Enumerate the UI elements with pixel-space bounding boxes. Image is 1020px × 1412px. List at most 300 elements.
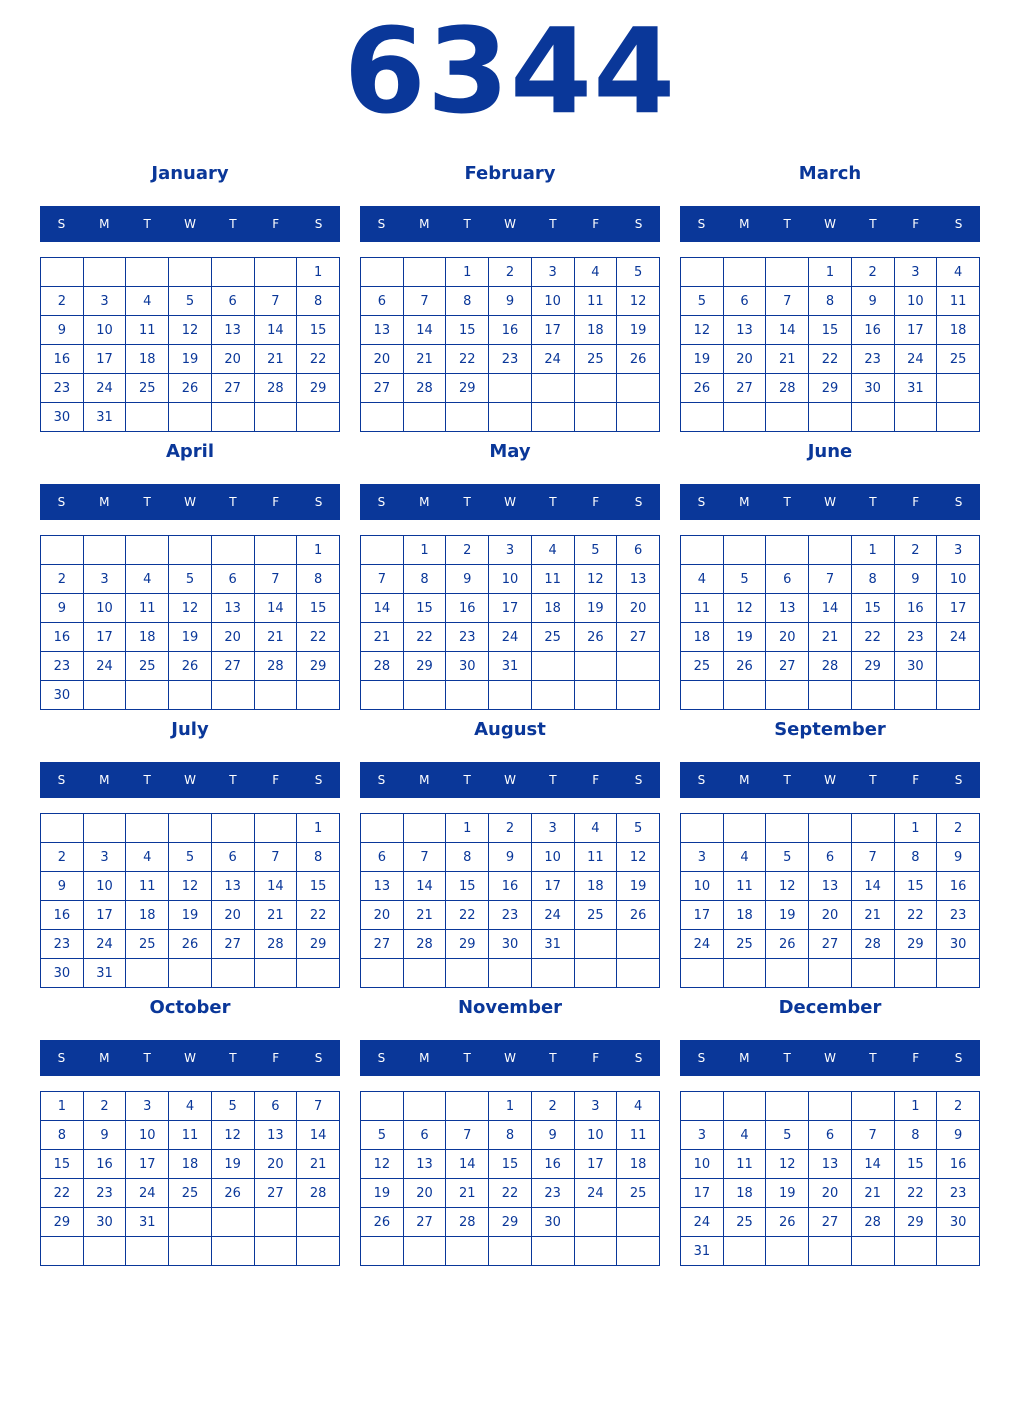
day-cell: 1 <box>41 1092 84 1121</box>
day-cell: 3 <box>126 1092 169 1121</box>
week-row <box>361 623 660 652</box>
day-cell: 28 <box>851 930 894 959</box>
empty-day-cell <box>937 1237 980 1266</box>
weekday-header <box>40 206 340 242</box>
empty-day-cell <box>361 258 404 287</box>
weekday-header <box>680 762 980 798</box>
day-cell: 16 <box>41 345 84 374</box>
day-cell: 23 <box>937 1179 980 1208</box>
week-row <box>361 287 660 316</box>
day-cell: 16 <box>894 594 937 623</box>
week-row <box>41 1208 340 1237</box>
day-cell: 26 <box>211 1179 254 1208</box>
empty-day-cell <box>766 536 809 565</box>
day-cell: 28 <box>254 930 297 959</box>
day-cell: 5 <box>766 1121 809 1150</box>
day-cell: 6 <box>766 565 809 594</box>
weekday-label: T <box>783 495 791 509</box>
weekday-label: W <box>184 1051 196 1065</box>
empty-day-cell <box>809 681 852 710</box>
day-cell: 1 <box>446 258 489 287</box>
weekday-label: S <box>954 495 963 509</box>
day-cell: 17 <box>574 1150 617 1179</box>
day-cell: 24 <box>531 901 574 930</box>
day-cell: 9 <box>851 287 894 316</box>
day-cell: 23 <box>446 623 489 652</box>
day-cell: 2 <box>531 1092 574 1121</box>
month-name: March <box>798 163 862 184</box>
day-cell: 5 <box>169 565 212 594</box>
empty-day-cell <box>169 959 212 988</box>
day-cell: 14 <box>403 872 446 901</box>
empty-day-cell <box>126 959 169 988</box>
day-cell: 25 <box>574 901 617 930</box>
week-row <box>361 258 660 287</box>
day-cell: 14 <box>851 1150 894 1179</box>
day-cell: 18 <box>617 1150 660 1179</box>
week-row <box>681 258 980 287</box>
day-cell: 27 <box>254 1179 297 1208</box>
day-cell: 5 <box>361 1121 404 1150</box>
day-cell: 18 <box>126 901 169 930</box>
weekday-label: W <box>824 217 836 231</box>
week-row <box>681 681 980 710</box>
empty-day-cell <box>211 536 254 565</box>
week-row <box>41 403 340 432</box>
empty-day-cell <box>937 681 980 710</box>
week-row <box>681 345 980 374</box>
day-cell: 20 <box>211 623 254 652</box>
empty-day-cell <box>851 959 894 988</box>
day-cell: 19 <box>766 901 809 930</box>
weekday-label: W <box>824 773 836 787</box>
empty-day-cell <box>723 681 766 710</box>
day-cell: 5 <box>211 1092 254 1121</box>
month-name: December <box>778 997 882 1018</box>
day-cell: 14 <box>766 316 809 345</box>
empty-day-cell <box>531 374 574 403</box>
empty-day-cell <box>723 258 766 287</box>
weekday-label: S <box>634 217 643 231</box>
weekday-label: F <box>272 1051 280 1065</box>
empty-day-cell <box>169 536 212 565</box>
week-row <box>41 681 340 710</box>
day-cell: 31 <box>83 959 126 988</box>
day-cell: 8 <box>41 1121 84 1150</box>
day-cell: 25 <box>126 652 169 681</box>
week-row <box>681 901 980 930</box>
empty-day-cell <box>681 959 724 988</box>
empty-day-cell <box>937 652 980 681</box>
day-cell: 30 <box>894 652 937 681</box>
day-cell: 12 <box>169 872 212 901</box>
day-cell: 27 <box>723 374 766 403</box>
empty-day-cell <box>297 1237 340 1266</box>
day-cell: 27 <box>211 930 254 959</box>
week-row <box>361 1150 660 1179</box>
day-cell: 27 <box>766 652 809 681</box>
week-row <box>41 1121 340 1150</box>
day-cell: 31 <box>894 374 937 403</box>
empty-day-cell <box>617 1237 660 1266</box>
weekday-label: S <box>697 495 706 509</box>
day-cell: 30 <box>937 1208 980 1237</box>
day-cell: 7 <box>403 843 446 872</box>
day-cell: 29 <box>894 1208 937 1237</box>
day-cell: 23 <box>83 1179 126 1208</box>
day-cell: 18 <box>169 1150 212 1179</box>
empty-day-cell <box>809 1237 852 1266</box>
day-cell: 28 <box>446 1208 489 1237</box>
day-cell: 24 <box>574 1179 617 1208</box>
day-cell: 19 <box>169 901 212 930</box>
day-cell: 18 <box>126 345 169 374</box>
day-grid <box>360 257 660 432</box>
day-cell: 3 <box>681 843 724 872</box>
day-cell: 29 <box>297 374 340 403</box>
empty-day-cell <box>574 1237 617 1266</box>
day-cell: 22 <box>894 901 937 930</box>
day-cell: 7 <box>851 1121 894 1150</box>
week-row <box>361 1237 660 1266</box>
day-cell: 11 <box>723 1150 766 1179</box>
day-cell: 21 <box>403 345 446 374</box>
day-cell: 12 <box>361 1150 404 1179</box>
empty-day-cell <box>83 681 126 710</box>
day-cell: 15 <box>403 594 446 623</box>
day-cell: 3 <box>83 565 126 594</box>
empty-day-cell <box>403 681 446 710</box>
day-cell: 8 <box>809 287 852 316</box>
day-cell: 23 <box>489 345 532 374</box>
weekday-label: S <box>377 773 386 787</box>
day-cell: 3 <box>681 1121 724 1150</box>
day-cell: 25 <box>937 345 980 374</box>
empty-day-cell <box>169 814 212 843</box>
weekday-label: T <box>783 773 791 787</box>
weekday-label: F <box>912 495 920 509</box>
day-cell: 1 <box>809 258 852 287</box>
empty-day-cell <box>254 814 297 843</box>
weekday-label: T <box>143 217 151 231</box>
day-cell: 7 <box>851 843 894 872</box>
day-cell: 14 <box>254 594 297 623</box>
empty-day-cell <box>937 374 980 403</box>
day-cell: 11 <box>126 872 169 901</box>
week-row <box>681 652 980 681</box>
empty-day-cell <box>851 681 894 710</box>
day-cell: 30 <box>41 681 84 710</box>
empty-day-cell <box>809 814 852 843</box>
day-cell: 4 <box>126 287 169 316</box>
empty-day-cell <box>617 403 660 432</box>
week-row <box>41 930 340 959</box>
weekday-label: F <box>272 217 280 231</box>
day-cell: 7 <box>766 287 809 316</box>
week-row <box>361 1179 660 1208</box>
empty-day-cell <box>851 1237 894 1266</box>
day-cell: 28 <box>361 652 404 681</box>
day-cell: 16 <box>489 316 532 345</box>
day-cell: 31 <box>489 652 532 681</box>
day-grid <box>40 813 340 988</box>
week-row <box>41 287 340 316</box>
week-row <box>681 1179 980 1208</box>
day-cell: 3 <box>83 287 126 316</box>
day-cell: 5 <box>723 565 766 594</box>
day-cell: 18 <box>531 594 574 623</box>
weekday-label: F <box>912 1051 920 1065</box>
day-cell: 15 <box>446 316 489 345</box>
day-cell: 10 <box>681 1150 724 1179</box>
empty-day-cell <box>297 403 340 432</box>
day-cell: 23 <box>41 930 84 959</box>
day-cell: 24 <box>681 1208 724 1237</box>
empty-day-cell <box>211 403 254 432</box>
empty-day-cell <box>937 959 980 988</box>
weekday-label: T <box>549 1051 557 1065</box>
day-cell: 17 <box>489 594 532 623</box>
weekday-label: T <box>869 773 877 787</box>
weekday-label: M <box>99 217 110 231</box>
day-grid <box>680 813 980 988</box>
day-cell: 4 <box>126 565 169 594</box>
empty-day-cell <box>894 1237 937 1266</box>
week-row <box>41 652 340 681</box>
day-cell: 24 <box>83 652 126 681</box>
week-row <box>681 930 980 959</box>
weekday-label: T <box>229 773 237 787</box>
weekday-label: S <box>634 1051 643 1065</box>
empty-day-cell <box>254 1237 297 1266</box>
week-row <box>41 959 340 988</box>
weekday-header <box>360 206 660 242</box>
week-row <box>361 843 660 872</box>
day-cell: 3 <box>937 536 980 565</box>
day-cell: 17 <box>83 901 126 930</box>
day-cell: 30 <box>851 374 894 403</box>
day-cell: 10 <box>574 1121 617 1150</box>
empty-day-cell <box>254 536 297 565</box>
day-cell: 21 <box>403 901 446 930</box>
weekday-label: F <box>272 495 280 509</box>
day-cell: 15 <box>894 872 937 901</box>
weekday-label: S <box>377 495 386 509</box>
week-row <box>361 345 660 374</box>
day-cell: 7 <box>403 287 446 316</box>
day-cell: 26 <box>617 345 660 374</box>
day-cell: 11 <box>937 287 980 316</box>
day-cell: 13 <box>361 872 404 901</box>
day-cell: 21 <box>851 901 894 930</box>
day-cell: 28 <box>403 930 446 959</box>
day-cell: 30 <box>41 959 84 988</box>
day-cell: 14 <box>254 872 297 901</box>
day-cell: 15 <box>809 316 852 345</box>
day-cell: 21 <box>254 901 297 930</box>
day-cell: 14 <box>851 872 894 901</box>
empty-day-cell <box>254 403 297 432</box>
empty-day-cell <box>681 1092 724 1121</box>
day-cell: 23 <box>489 901 532 930</box>
day-cell: 28 <box>297 1179 340 1208</box>
day-cell: 19 <box>574 594 617 623</box>
weekday-label: W <box>184 495 196 509</box>
day-cell: 21 <box>446 1179 489 1208</box>
day-cell: 25 <box>531 623 574 652</box>
day-cell: 9 <box>489 843 532 872</box>
empty-day-cell <box>617 374 660 403</box>
day-cell: 4 <box>169 1092 212 1121</box>
day-cell: 20 <box>617 594 660 623</box>
day-cell: 11 <box>617 1121 660 1150</box>
day-cell: 3 <box>489 536 532 565</box>
empty-day-cell <box>489 959 532 988</box>
week-row <box>41 316 340 345</box>
week-row <box>361 901 660 930</box>
day-cell: 15 <box>41 1150 84 1179</box>
day-cell: 26 <box>574 623 617 652</box>
day-cell: 4 <box>531 536 574 565</box>
day-cell: 1 <box>297 258 340 287</box>
weekday-label: T <box>549 773 557 787</box>
empty-day-cell <box>254 258 297 287</box>
day-cell: 22 <box>297 623 340 652</box>
day-cell: 19 <box>723 623 766 652</box>
empty-day-cell <box>446 959 489 988</box>
weekday-label: F <box>912 217 920 231</box>
week-row <box>361 681 660 710</box>
day-cell: 19 <box>766 1179 809 1208</box>
day-cell: 20 <box>361 901 404 930</box>
day-cell: 25 <box>574 345 617 374</box>
week-row <box>41 1237 340 1266</box>
empty-day-cell <box>681 536 724 565</box>
day-cell: 21 <box>809 623 852 652</box>
day-cell: 20 <box>723 345 766 374</box>
month-name: January <box>151 163 229 184</box>
day-cell: 26 <box>169 374 212 403</box>
week-row <box>41 623 340 652</box>
week-row <box>681 403 980 432</box>
day-cell: 16 <box>446 594 489 623</box>
day-cell: 19 <box>617 316 660 345</box>
day-cell: 8 <box>446 287 489 316</box>
day-cell: 12 <box>766 1150 809 1179</box>
week-row <box>681 565 980 594</box>
day-cell: 21 <box>297 1150 340 1179</box>
day-cell: 26 <box>766 930 809 959</box>
day-cell: 6 <box>211 287 254 316</box>
week-row <box>41 1092 340 1121</box>
weekday-label: T <box>783 217 791 231</box>
empty-day-cell <box>361 959 404 988</box>
day-grid <box>40 1091 340 1266</box>
weekday-label: M <box>99 773 110 787</box>
day-cell: 13 <box>723 316 766 345</box>
day-cell: 8 <box>851 565 894 594</box>
day-cell: 11 <box>126 316 169 345</box>
day-cell: 13 <box>403 1150 446 1179</box>
day-cell: 29 <box>41 1208 84 1237</box>
weekday-label: S <box>697 217 706 231</box>
empty-day-cell <box>723 536 766 565</box>
day-cell: 23 <box>894 623 937 652</box>
empty-day-cell <box>41 536 84 565</box>
weekday-label: M <box>739 217 750 231</box>
day-cell: 21 <box>254 345 297 374</box>
empty-day-cell <box>211 959 254 988</box>
day-cell: 2 <box>937 814 980 843</box>
day-cell: 18 <box>681 623 724 652</box>
day-cell: 9 <box>489 287 532 316</box>
week-row <box>41 345 340 374</box>
weekday-label: T <box>549 217 557 231</box>
day-cell: 26 <box>169 930 212 959</box>
week-row <box>681 814 980 843</box>
empty-day-cell <box>574 681 617 710</box>
day-cell: 27 <box>809 1208 852 1237</box>
day-cell: 5 <box>617 258 660 287</box>
day-cell: 25 <box>723 1208 766 1237</box>
day-cell: 4 <box>126 843 169 872</box>
day-grid <box>40 257 340 432</box>
week-row <box>681 594 980 623</box>
day-cell: 19 <box>681 345 724 374</box>
day-cell: 12 <box>766 872 809 901</box>
day-cell: 6 <box>361 287 404 316</box>
weekday-label: T <box>463 1051 471 1065</box>
day-cell: 7 <box>446 1121 489 1150</box>
day-cell: 10 <box>531 843 574 872</box>
day-cell: 10 <box>681 872 724 901</box>
day-cell: 5 <box>574 536 617 565</box>
empty-day-cell <box>254 1208 297 1237</box>
month-name: May <box>489 441 531 462</box>
day-cell: 4 <box>617 1092 660 1121</box>
weekday-label: S <box>954 1051 963 1065</box>
day-cell: 10 <box>489 565 532 594</box>
weekday-label: S <box>57 773 66 787</box>
day-grid <box>40 535 340 710</box>
week-row <box>41 872 340 901</box>
weekday-header <box>40 1040 340 1076</box>
empty-day-cell <box>766 681 809 710</box>
day-cell: 4 <box>681 565 724 594</box>
week-row <box>681 843 980 872</box>
day-grid <box>360 813 660 988</box>
day-cell: 14 <box>361 594 404 623</box>
day-cell: 2 <box>894 536 937 565</box>
week-row <box>41 1179 340 1208</box>
day-cell: 22 <box>297 345 340 374</box>
day-cell: 20 <box>809 1179 852 1208</box>
day-cell: 1 <box>297 536 340 565</box>
day-cell: 16 <box>531 1150 574 1179</box>
day-cell: 5 <box>169 843 212 872</box>
day-cell: 9 <box>937 1121 980 1150</box>
empty-day-cell <box>83 536 126 565</box>
empty-day-cell <box>723 1237 766 1266</box>
weekday-label: T <box>463 773 471 787</box>
day-cell: 19 <box>169 345 212 374</box>
day-cell: 13 <box>211 594 254 623</box>
empty-day-cell <box>169 403 212 432</box>
day-cell: 20 <box>766 623 809 652</box>
day-cell: 22 <box>297 901 340 930</box>
day-cell: 16 <box>83 1150 126 1179</box>
day-cell: 27 <box>211 374 254 403</box>
